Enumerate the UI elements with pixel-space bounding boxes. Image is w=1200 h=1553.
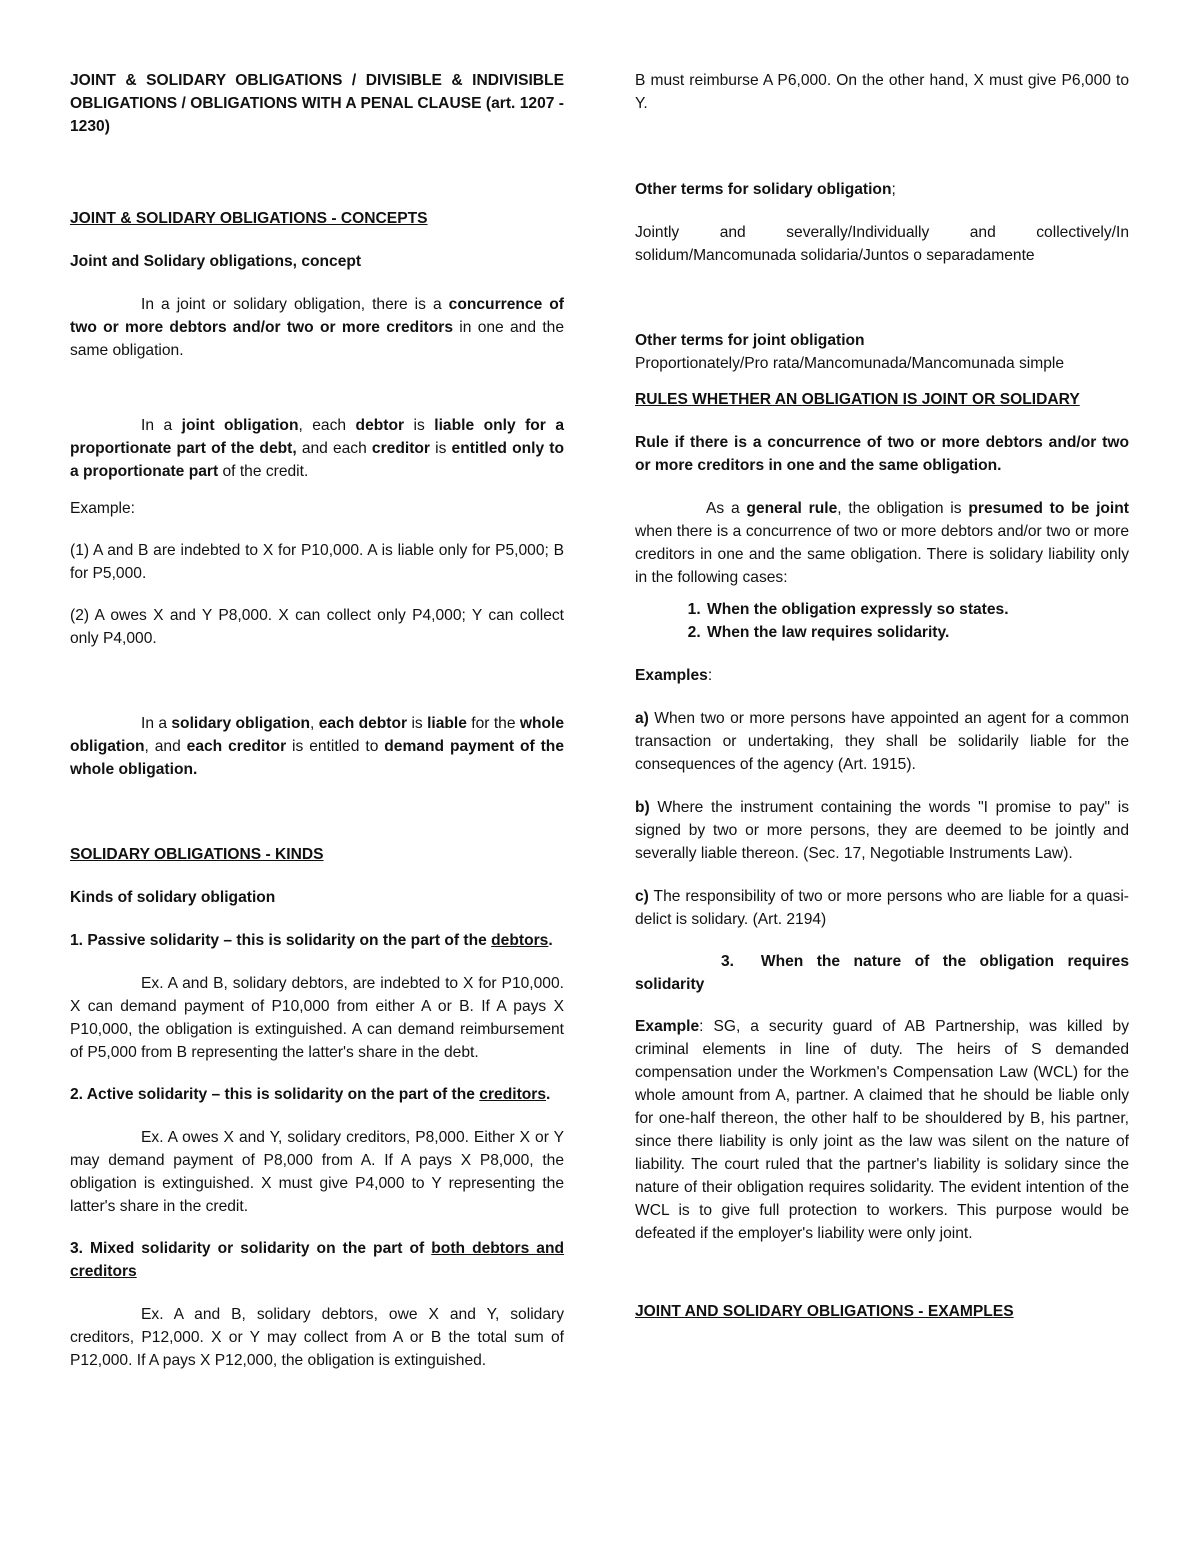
joint-terms: Proportionately/Pro rata/Mancomunada/Mancomunada simple <box>635 355 1065 372</box>
joint-example-2: (2) A owes X and Y P8,000. X can collect only P4,000; Y can collect only P4,000. <box>70 607 564 647</box>
mixed-solidarity-example: Ex. A and B, solidary debtors, owe X and Y, solidary creditors, P12,000. X or Y may collect from A or B the total sum of P12,000. If A pays X P12,000, the obligation is extinguished. <box>70 1306 564 1369</box>
solidary-obligation-paragraph: In a solidary obligation, each debtor is liable for the whole obligation, and each creditor is entitled to demand payment of the whole obligation. <box>70 715 565 778</box>
right-column <box>635 69 1129 1323</box>
active-solidarity-heading: 2. Active solidarity – this is solidarity on the part of the creditors. <box>70 1086 551 1103</box>
joint-obligation-paragraph: In a joint obligation, each debtor is liable only for a proportionate part of the debt, and each creditor is entitled only to a proportionate part of the credit. <box>70 417 565 480</box>
rules-heading: RULES WHETHER AN OBLIGATION IS JOINT OR SOLIDARY <box>635 391 1080 408</box>
passive-solidarity-heading: 1. Passive solidarity – this is solidarity on the part of the debtors. <box>70 932 553 949</box>
active-solidarity-example: Ex. A owes X and Y, solidary creditors, P8,000. Either X or Y may demand payment of P8,000 from A. If A pays X P8,000, the obligation is extinguished. X must give P4,000 to Y representing the latter's share in the credit. <box>70 1129 564 1215</box>
examples-heading: JOINT AND SOLIDARY OBLIGATIONS - EXAMPLES <box>635 1303 1014 1320</box>
kinds-heading: SOLIDARY OBLIGATIONS - KINDS <box>70 846 324 863</box>
mixed-solidarity-heading: 3. Mixed solidarity or solidarity on the part of both debtors and creditors <box>70 1240 565 1280</box>
rule-paragraph: As a general rule, the obligation is presumed to be joint when there is a concurrence of two or more debtors and/or two or more creditors in one and the same obligation. There is solidary liability only in the following cases: <box>635 500 1129 586</box>
rule-3-example: Example: SG, a security guard of AB Partnership, was killed by criminal elements in line of duty. The heirs of S demanded compensation under the Workmen's Compensation Law (WCL) for the whole amount from A, partner. A claimed that he should be liable only for one-half thereon, the other half to be shouldered by B, his partner, since there liability is only joint as the law was silent on the nature of liability. The court ruled that the partner's liability is solidary since the nature of their obligation requires solidarity. The evident intention of the WCL is to give full protection to workers. This purpose would be defeated if the employer's liability were only joint. <box>635 1018 1129 1242</box>
document-title: JOINT & SOLIDARY OBLIGATIONS / DIVISIBLE & INDIVISIBLE OBLIGATIONS / OBLIGATIONS WITH A PENAL CLAUSE (art. 1207 - 1230) <box>70 72 564 135</box>
passive-solidarity-example: Ex. A and B, solidary debtors, are indebted to X for P10,000. X can demand payment of P10,000 from either A or B. If A pays X P10,000, the obligation is extinguished. A can demand reimbursement of P5,000 from B representing the latter's share in the debt. <box>70 975 564 1061</box>
example-c: c) The responsibility of two or more persons who are liable for a quasi-delict is solidary. (Art. 2194) <box>635 888 1129 928</box>
example-b: b) Where the instrument containing the words "I promise to pay" is signed by two or more persons, they are deemed to be jointly and severally liable thereon. (Sec. 17, Negotiable Instruments Law). <box>635 799 1129 862</box>
examples-label: Examples: <box>635 667 713 684</box>
example-label: Example: <box>70 500 136 517</box>
rule-3-heading: 3. When the nature of the obligation requires solidarity <box>635 953 1129 993</box>
concept-subheading: Joint and Solidary obligations, concept <box>70 253 362 270</box>
joint-terms-heading: Other terms for joint obligation <box>635 332 865 349</box>
list-item: 1. When the obligation expressly so states. <box>705 598 1129 621</box>
example-a: a) When two or more persons have appointed an agent for a common transaction or undertaking, they shall be solidarily liable for the consequences of the agency (Art. 1915). <box>635 710 1129 773</box>
rule-subheading: Rule if there is a concurrence of two or more debtors and/or two or more creditors in one and the same obligation. <box>635 434 1129 474</box>
concept-paragraph: In a joint or solidary obligation, there is a concurrence of two or more debtors and/or two or more creditors in one and the same obligation. <box>70 296 564 359</box>
solidary-terms: Jointly and severally/Individually and collectively/In solidum/Mancomunada solidaria/Juntos o separadamente <box>635 224 1129 264</box>
joint-example-1: (1) A and B are indebted to X for P10,000. A is liable only for P5,000; B for P5,000. <box>70 542 564 582</box>
solidary-terms-heading: Other terms for solidary obligation; <box>635 181 896 198</box>
solidary-cases-list <box>635 598 1129 644</box>
continuation-text: B must reimburse A P6,000. On the other hand, X must give P6,000 to Y. <box>635 72 1129 112</box>
left-column <box>70 69 564 1372</box>
kinds-subheading: Kinds of solidary obligation <box>70 889 276 906</box>
concepts-heading: JOINT & SOLIDARY OBLIGATIONS - CONCEPTS <box>70 210 428 227</box>
list-item: 2. When the law requires solidarity. <box>705 621 1129 644</box>
